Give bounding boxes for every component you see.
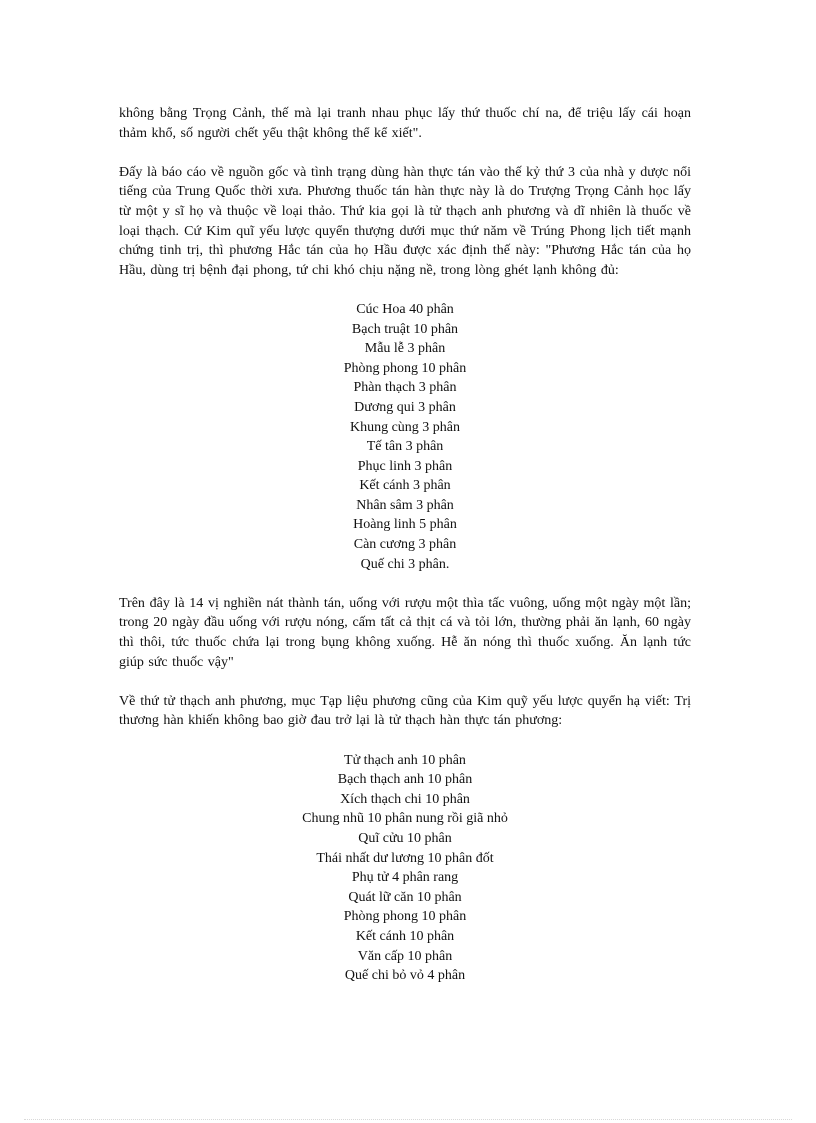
list-item: Càn cương 3 phân [353, 537, 457, 553]
list-item: Văn cấp 10 phân [357, 948, 453, 964]
herb-list-1 [119, 300, 691, 574]
document-body [119, 104, 691, 986]
paragraph-spacer [119, 280, 691, 300]
list-item: Phụ tử 4 phân rang [351, 870, 459, 886]
list-item: Quế chi bỏ vỏ 4 phân [344, 968, 466, 984]
herb-list-2 [119, 751, 691, 986]
paragraph-3: Trên đây là 14 vị nghiền nát thành tán, uống với rượu một thìa tấc vuông, uống một ngày một lần; trong 20 ngày đầu uống với rượu nóng, cấm tất cả thịt cá và tỏi lớn, thường phải ăn lạnh, 60 ngày thì thôi, tức thuốc chứa lại trong bụng không xuống. Hễ ăn nóng thì thuốc xuống. Ăn lạnh tức giúp sức thuốc vậy" [119, 595, 691, 670]
paragraph-spacer [119, 574, 691, 594]
list-item: Phòng phong 10 phân [343, 360, 467, 376]
paragraph-spacer [119, 672, 691, 692]
list-item: Nhân sâm 3 phân [356, 497, 454, 513]
list-item: Tế tân 3 phân [366, 439, 444, 455]
paragraph-spacer [119, 143, 691, 163]
paragraph-2: Đấy là báo cáo về nguồn gốc và tình trạng dùng hàn thực tán vào thế kỷ thứ 3 của nhà y dược nổi tiếng của Trung Quốc thời xưa. Phương thuốc tán hàn thực này là do Trượng Trọng Cảnh học lấy từ một y sĩ họ và thuộc về loại thảo. Thứ kia gọi là tử thạch anh phương và dĩ nhiên là thuốc về loại thạch. Cứ Kim quĩ yếu lược quyển thượng dưới mục thứ năm về Trúng Phong lịch tiết mạnh chứng tinh trị, thì phương Hắc tán của họ Hầu được xác định thế này: "Phương Hắc tán của họ Hầu, dùng trị bệnh đại phong, tứ chi khó chịu nặng nề, trong lòng ghét lạnh không đủ: [119, 164, 691, 278]
list-item: Phòng phong 10 phân [343, 909, 467, 925]
list-item: Thái nhất dư lương 10 phân đốt [316, 850, 494, 866]
paragraph-spacer [119, 731, 691, 751]
list-item: Bạch thạch anh 10 phân [337, 772, 473, 788]
paragraph-1: không bằng Trọng Cảnh, thế mà lại tranh nhau phục lấy thứ thuốc chí na, để triệu lấy cái hoạn thảm khổ, số người chết yểu thật không thể kể xiết". [119, 106, 691, 141]
list-item: Dương qui 3 phân [354, 399, 456, 415]
list-item: Phàn thạch 3 phân [353, 380, 457, 396]
list-item: Kết cánh 10 phân [355, 928, 455, 944]
list-item: Chung nhũ 10 phân nung rồi giã nhỏ [302, 811, 508, 827]
list-item: Quế chi 3 phân. [360, 556, 450, 572]
list-item: Quát lữ căn 10 phân [348, 889, 462, 905]
list-item: Cúc Hoa 40 phân [356, 301, 454, 317]
list-item: Kết cánh 3 phân [359, 478, 451, 494]
list-item: Phục linh 3 phân [357, 458, 453, 474]
paragraph-4: Về thứ tử thạch anh phương, mục Tạp liệu phương cũng của Kim quỹ yếu lược quyển hạ viết: Trị thương hàn khiến không bao giờ đau trở lại là tử thạch hàn thực tán phương: [119, 693, 691, 729]
list-item: Khung cùng 3 phân [349, 419, 461, 435]
list-item: Tử thạch anh 10 phân [344, 752, 466, 768]
list-item: Quĩ cửu 10 phân [358, 830, 452, 846]
list-item: Xích thạch chi 10 phân [340, 791, 470, 807]
page-bottom-divider [24, 1119, 792, 1120]
list-item: Hoàng linh 5 phân [353, 517, 457, 533]
list-item: Bạch truật 10 phân [351, 321, 459, 337]
list-item: Mẫu lễ 3 phân [364, 341, 446, 357]
